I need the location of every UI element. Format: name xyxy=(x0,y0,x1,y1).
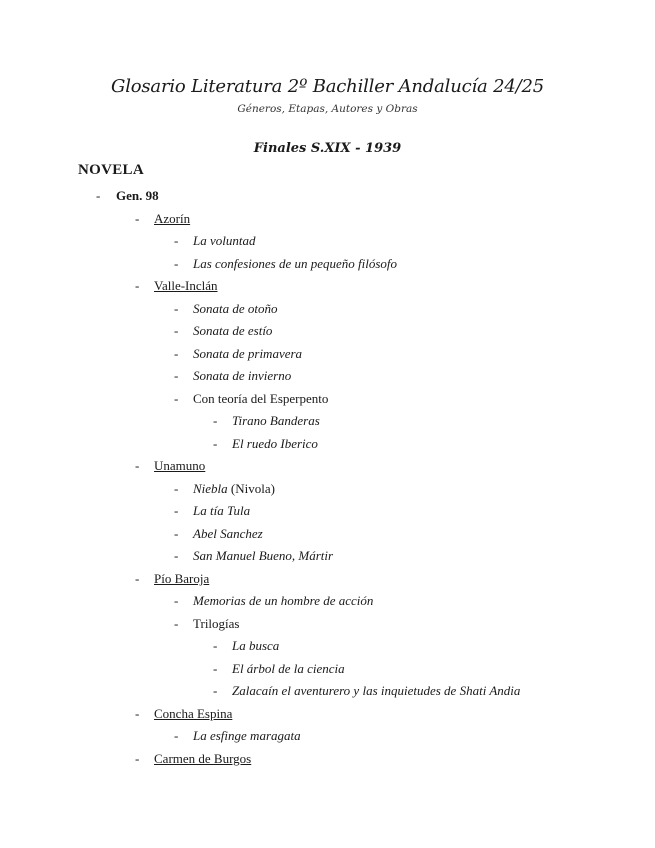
author-unamuno: Unamuno xyxy=(154,458,206,473)
work-item: Tirano Banderas xyxy=(232,413,320,428)
bullet-dash: - xyxy=(213,638,218,653)
author-valle-inclan: Valle-Inclán xyxy=(154,278,218,293)
bullet-dash: - xyxy=(135,571,140,586)
bullet-dash: - xyxy=(174,323,179,338)
work-item-niebla xyxy=(193,480,275,498)
bullet-dash: - xyxy=(174,503,179,518)
work-item: La tía Tula xyxy=(193,503,251,518)
work-item: La voluntad xyxy=(193,233,256,248)
bullet-dash: - xyxy=(174,233,179,248)
period-heading: Finales S.XIX - 1939 xyxy=(253,141,402,156)
bullet-dash: - xyxy=(174,728,179,743)
bullet-dash: - xyxy=(174,346,179,361)
bullet-dash: - xyxy=(174,301,179,316)
bullet-dash: - xyxy=(135,751,140,766)
author-azorin: Azorín xyxy=(154,211,191,226)
bullet-dash: - xyxy=(174,481,179,496)
document-title: Glosario Literatura 2º Bachiller Andalucía 24/25 xyxy=(111,76,544,97)
work-item: La esfinge maragata xyxy=(193,728,301,743)
work-item: Sonata de otoño xyxy=(193,301,278,316)
work-item: Abel Sanchez xyxy=(193,526,263,541)
work-item: Zalacaín el aventurero y las inquietudes de Shati Andia xyxy=(232,683,521,698)
work-item: La busca xyxy=(232,638,280,653)
bullet-dash: - xyxy=(174,368,179,383)
bullet-dash: - xyxy=(213,683,218,698)
work-item: San Manuel Bueno, Mártir xyxy=(193,548,334,563)
section-heading: NOVELA xyxy=(78,162,144,178)
bullet-dash: - xyxy=(135,706,140,721)
work-item: Sonata de primavera xyxy=(193,346,303,361)
author-pio-baroja: Pío Baroja xyxy=(154,571,210,586)
bullet-dash: - xyxy=(174,616,179,631)
bullet-dash: - xyxy=(96,188,101,203)
bullet-dash: - xyxy=(174,391,179,406)
bullet-dash: - xyxy=(135,458,140,473)
work-title: Niebla xyxy=(193,481,228,496)
bullet-dash: - xyxy=(174,593,179,608)
bullet-dash: - xyxy=(213,661,218,676)
bullet-dash: - xyxy=(174,256,179,271)
work-item: Sonata de invierno xyxy=(193,368,292,383)
group-gen98: Gen. 98 xyxy=(116,188,159,203)
bullet-dash: - xyxy=(213,413,218,428)
work-item: El ruedo Iberico xyxy=(232,436,318,451)
trilogias-label: Trilogías xyxy=(193,616,240,631)
work-item: Las confesiones de un pequeño filósofo xyxy=(193,256,398,271)
bullet-dash: - xyxy=(213,436,218,451)
work-note: (Nivola) xyxy=(227,481,275,496)
bullet-dash: - xyxy=(135,211,140,226)
bullet-dash: - xyxy=(174,526,179,541)
bullet-dash: - xyxy=(135,278,140,293)
esperpento-label: Con teoría del Esperpento xyxy=(193,391,329,406)
author-carmen-de-burgos: Carmen de Burgos xyxy=(154,751,252,766)
author-concha-espina: Concha Espina xyxy=(154,706,233,721)
work-item: Sonata de estío xyxy=(193,323,273,338)
work-item: El árbol de la ciencia xyxy=(232,661,345,676)
bullet-dash: - xyxy=(174,548,179,563)
work-item: Memorias de un hombre de acción xyxy=(193,593,374,608)
document-subtitle: Géneros, Etapas, Autores y Obras xyxy=(237,103,418,115)
